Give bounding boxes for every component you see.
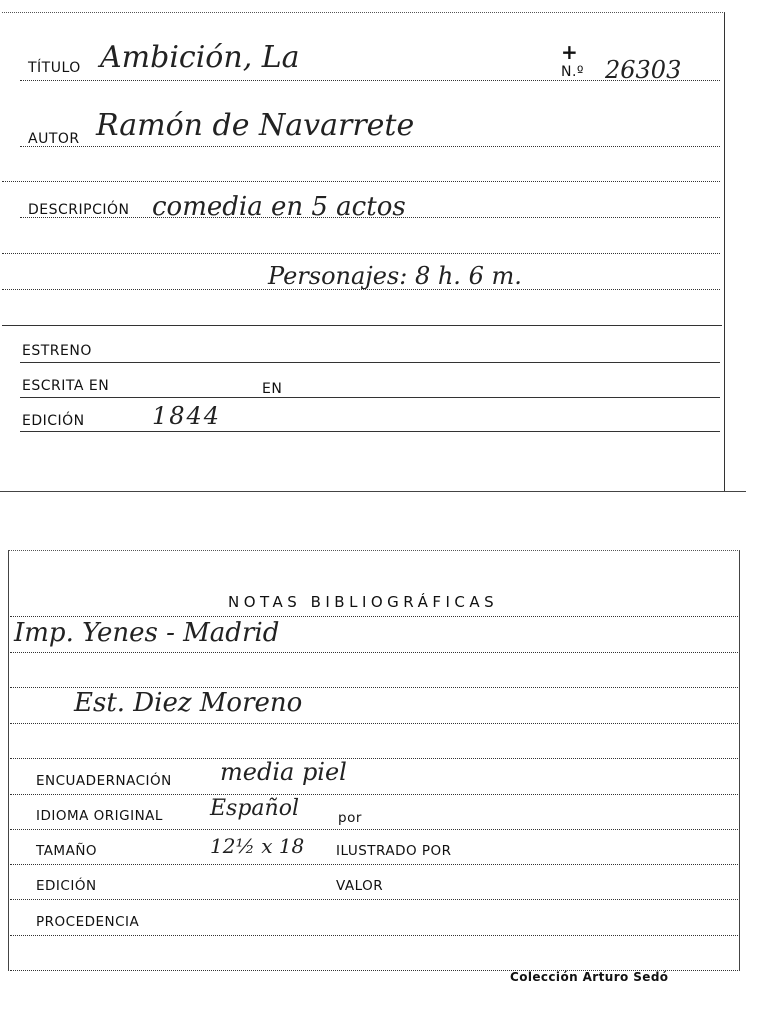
escrita-en-label: ESCRITA EN — [22, 378, 110, 394]
ruled-line — [20, 431, 720, 432]
idioma-label: IDIOMA ORIGINAL — [36, 808, 163, 824]
edicion-value: 1844 — [152, 402, 222, 430]
card-divider — [0, 491, 746, 492]
notas-heading: NOTAS BIBLIOGRÁFICAS — [228, 593, 499, 611]
descripcion-value: comedia en 5 actos — [152, 192, 406, 222]
collection-credit: Colección Arturo Sedó — [510, 970, 669, 984]
tamano-value: 12½ x 18 — [210, 834, 305, 858]
edicion-label: EDICIÓN — [36, 878, 97, 894]
edicion-label: EDICIÓN — [22, 413, 85, 429]
por-label: por — [338, 810, 362, 826]
ruled-line — [10, 864, 738, 865]
catalog-card-top — [0, 0, 759, 492]
idioma-value: Español — [210, 796, 299, 821]
ruled-line — [10, 829, 738, 830]
ruled-line — [2, 253, 720, 254]
note-line-2: Est. Diez Moreno — [74, 688, 303, 718]
ruled-line — [10, 935, 738, 936]
autor-label: AUTOR — [28, 131, 80, 147]
ruled-line — [20, 146, 720, 147]
tamano-label: TAMAÑO — [36, 843, 98, 859]
titulo-label: TÍTULO — [28, 60, 81, 76]
ruled-line — [10, 899, 738, 900]
catalog-card-bottom — [0, 540, 759, 1028]
procedencia-label: PROCEDENCIA — [36, 914, 140, 930]
encuadernacion-value: media piel — [220, 758, 347, 786]
descripcion-label: DESCRIPCIÓN — [28, 202, 130, 218]
estreno-label: ESTRENO — [22, 343, 92, 359]
encuadernacion-label: ENCUADERNACIÓN — [36, 773, 172, 789]
number-label: N.º — [561, 64, 585, 80]
catalog-number: 26303 — [605, 56, 682, 84]
ruled-line — [10, 794, 738, 795]
valor-label: VALOR — [336, 878, 384, 894]
ruled-line — [10, 616, 738, 617]
ruled-line — [20, 397, 720, 398]
ruled-line — [10, 652, 738, 653]
ruled-line — [2, 325, 722, 326]
note-line-1: Imp. Yenes - Madrid — [14, 618, 280, 648]
ruled-line — [10, 723, 738, 724]
personajes-value: Personajes: 8 h. 6 m. — [268, 262, 522, 290]
autor-value: Ramón de Navarrete — [96, 108, 415, 143]
ruled-line — [10, 758, 738, 759]
titulo-value: Ambición, La — [100, 40, 300, 75]
card-border — [8, 550, 740, 971]
ilustrado-label: ILUSTRADO POR — [336, 843, 452, 859]
ruled-line — [2, 181, 720, 182]
cross-mark: + — [561, 40, 578, 64]
en-label: EN — [262, 381, 283, 397]
ruled-line — [20, 362, 720, 363]
